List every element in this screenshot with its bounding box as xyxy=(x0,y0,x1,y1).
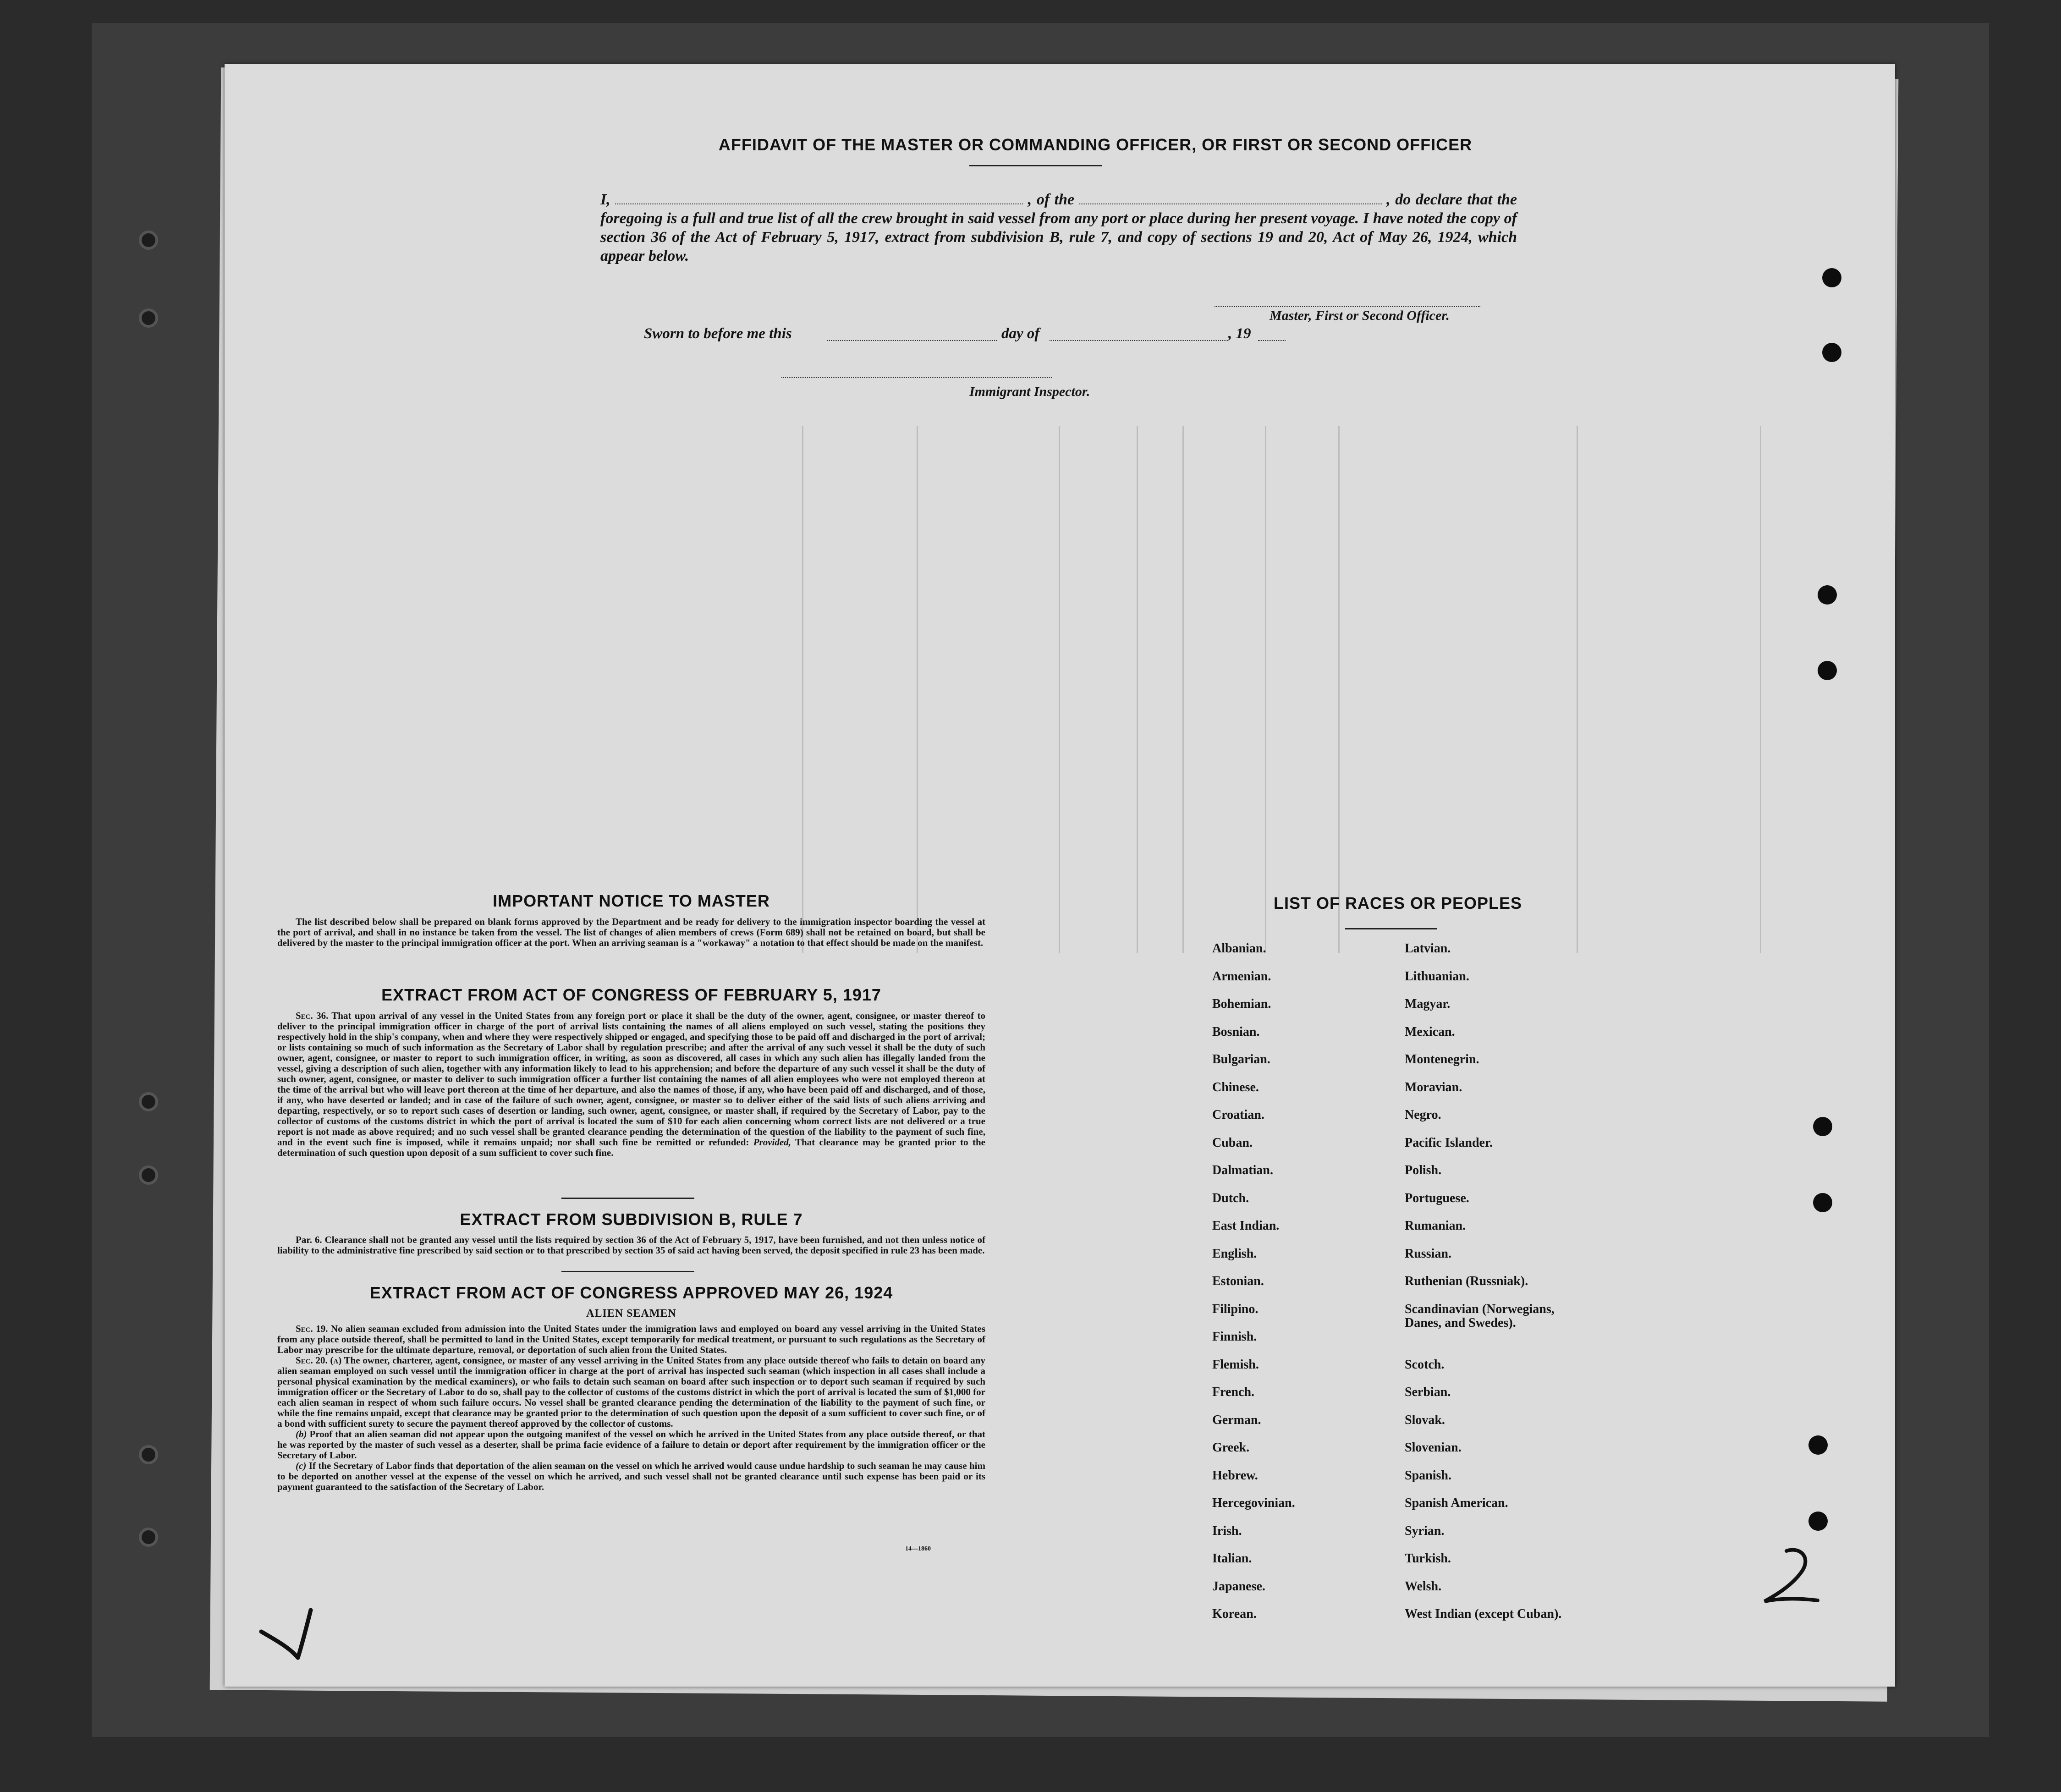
bleed-through-line xyxy=(1338,426,1340,953)
race-item: Latvian. xyxy=(1405,941,1451,956)
extract-1917-text xyxy=(277,1011,985,1158)
section-20b-text: Proof that an alien seaman did not appear upon the outgoing manifest of the vessel on which he arrived in the United States from any place outside thereof, or that he was reported by the master of such vessel as a deserter, shall be prima facie evidence of a failure to detain or deport after requirement by the immigration officer or the Secretary of Labor. xyxy=(277,1429,985,1461)
race-item: Cuban. xyxy=(1212,1135,1253,1150)
race-item: West Indian (except Cuban). xyxy=(1405,1607,1562,1621)
race-item: Pacific Islander. xyxy=(1405,1135,1493,1150)
affidavit-declare-label: , do declare xyxy=(1386,191,1462,208)
inspector-signature-line[interactable] xyxy=(781,377,1052,378)
binder-hole xyxy=(1822,268,1841,287)
race-item: Bulgarian. xyxy=(1212,1052,1270,1066)
affidavit-i-label: I, xyxy=(600,191,610,208)
affidavit-title: AFFIDAVIT OF THE MASTER OR COMMANDING OFFICER, OR FIRST OR SECOND OFFICER xyxy=(718,135,1473,154)
section-36-text-end: That clearance may be granted prior to the determination of such question upon deposit of a sum sufficient to cover such fine. xyxy=(277,1137,986,1158)
races-title: LIST OF RACES OR PEOPLES xyxy=(1273,894,1522,912)
bleed-through-line xyxy=(1137,426,1138,953)
race-item: Greek. xyxy=(1212,1440,1250,1455)
race-item: Irish. xyxy=(1212,1523,1242,1538)
race-item: Serbian. xyxy=(1405,1385,1451,1399)
race-item: Bosnian. xyxy=(1212,1024,1260,1039)
binder-hole xyxy=(139,1092,158,1111)
extract-1917-title: EXTRACT FROM ACT OF CONGRESS OF FEBRUARY 5, 1917 xyxy=(381,985,881,1004)
section-20-label: Sec. 20. (a) xyxy=(296,1355,342,1366)
section-20b-label: (b) xyxy=(296,1429,307,1440)
binder-hole xyxy=(1818,585,1837,605)
bleed-through-line xyxy=(1760,426,1761,953)
bleed-through-line xyxy=(917,426,918,953)
race-item: Filipino. xyxy=(1212,1302,1259,1316)
race-item: Flemish. xyxy=(1212,1357,1259,1372)
paragraph-6-text: Clearance shall not be granted any vessel until the lists required by section 36 of the Act of February 5, 1917, have been furnished, and not then unless notice of liability to the administrative fine prescribed by said section or to that prescribed by section 35 of said act having been served, the deposit specified in rule 23 has been made. xyxy=(277,1234,985,1256)
sworn-day-blank[interactable] xyxy=(827,340,997,341)
race-item: East Indian. xyxy=(1212,1219,1280,1233)
races-divider xyxy=(1345,928,1437,929)
paragraph-6-label: Par. 6. xyxy=(296,1234,322,1245)
binder-hole xyxy=(139,1445,158,1464)
binder-hole xyxy=(1813,1117,1832,1136)
race-item: Italian. xyxy=(1212,1551,1252,1566)
race-item: Korean. xyxy=(1212,1607,1257,1621)
notice-paragraph: The list described below shall be prepared on blank forms approved by the Department and be ready for delivery to the immigration inspector boarding the vessel at the port of arrival, and shall in no instance be taken from the vessel. The list of changes of alien members of crews (Form 689) shall not be retained on board, but shall be delivered by the master to the principal immigration officer at the port. When an arriving seaman is a "workaway" a notation to that effect should be made on the manifest. xyxy=(277,916,985,948)
race-item: Turkish. xyxy=(1405,1551,1451,1566)
sworn-label: Sworn to before me this xyxy=(644,325,792,342)
affidavit-of-the-label: , of the xyxy=(1028,191,1075,208)
races-left-column xyxy=(1212,942,1386,1635)
alien-seamen-subtitle: ALIEN SEAMEN xyxy=(586,1308,676,1319)
handwritten-page-number-right xyxy=(1751,1545,1824,1609)
race-item: Scandinavian (Norwegians, Danes, and Swedes). xyxy=(1405,1302,1555,1330)
race-item: Magyar. xyxy=(1405,997,1451,1011)
binder-hole xyxy=(139,308,158,328)
paragraph-6 xyxy=(277,1235,985,1256)
race-item: Lithuanian. xyxy=(1405,969,1469,984)
race-item: Spanish American. xyxy=(1405,1496,1508,1510)
notice-text xyxy=(277,917,985,948)
handwritten-page-number-left xyxy=(252,1606,316,1661)
binder-hole xyxy=(1808,1512,1828,1531)
race-item: Slovak. xyxy=(1405,1413,1445,1427)
master-signature-caption: Master, First or Second Officer. xyxy=(1270,308,1450,323)
section-20a-paragraph xyxy=(277,1355,985,1429)
inspector-signature-caption: Immigrant Inspector. xyxy=(969,384,1090,399)
race-item: Syrian. xyxy=(1405,1523,1445,1538)
day-of-label: day of xyxy=(1001,325,1040,342)
race-item: Scotch. xyxy=(1405,1357,1445,1372)
sworn-year-blank[interactable] xyxy=(1258,340,1286,341)
section-20b-paragraph xyxy=(277,1429,985,1461)
section-20a-text: The owner, charterer, agent, consignee, or master of any vessel arriving in the United States from any place outside thereof who fails to detain on board any alien seaman employed on such vessel until the immigration officer in charge at the port of arrival has inspected such seaman (which inspection in all cases shall include a personal physical examination by the medical examiners), or who fails to detain such seaman on board after such inspection or to deport such seaman if required by such immigration officer or the Secretary of Labor to do so, shall pay to the collector of customs of the customs district in which the port of arrival is located the sum of $1,000 for each alien seaman in respect of whom such failure occurs. No vessel shall be granted clearance pending the determination of the liability to the payment of such fine, or while the fine remains unpaid, except that clearance may be granted prior to the determination of such question upon the deposit of a sum sufficient to cover such fine, or of a bond with sufficient surety to secure the payment thereof approved by the collector of customs. xyxy=(277,1355,985,1429)
section-36-paragraph xyxy=(277,1011,985,1158)
master-signature-line[interactable] xyxy=(1215,306,1480,307)
extract-1924-title: EXTRACT FROM ACT OF CONGRESS APPROVED MAY 26, 1924 xyxy=(369,1283,893,1302)
page-number-left-text: 1 xyxy=(280,1635,282,1640)
form-number: 14—1860 xyxy=(905,1545,931,1552)
section-19-label: Sec. 19. xyxy=(296,1323,328,1334)
provided-label: Provided, xyxy=(753,1137,791,1148)
race-item: Negro. xyxy=(1405,1108,1441,1122)
section-20c-label: (c) xyxy=(296,1460,307,1471)
races-right-column xyxy=(1405,942,1602,1635)
race-item: Polish. xyxy=(1405,1163,1442,1177)
section-divider xyxy=(561,1198,694,1199)
title-divider xyxy=(969,165,1102,166)
page-number-right-text: 2 xyxy=(1783,1573,1785,1578)
race-item: Hebrew. xyxy=(1212,1468,1258,1483)
section-20c-paragraph xyxy=(277,1461,985,1492)
section-19-text: No alien seaman excluded from admission into the United States under the immigration laws and employed on board any vessel arriving in the United States from any place outside thereof, shall be permitted to land in the United States, except temporarily for medical treatment, or pursuant to such regulations as the Secretary of Labor may prescribe for the ultimate departure, removal, or deportation of such alien from the United States. xyxy=(277,1323,985,1355)
race-item: Rumanian. xyxy=(1405,1219,1466,1233)
master-name-blank[interactable] xyxy=(615,192,1023,204)
race-item: Slovenian. xyxy=(1405,1440,1462,1455)
bleed-through-line xyxy=(1265,426,1266,953)
binder-hole xyxy=(1822,343,1841,362)
race-item: Bohemian. xyxy=(1212,997,1271,1011)
binder-hole xyxy=(1818,661,1837,680)
extract-rule7-title: EXTRACT FROM SUBDIVISION B, RULE 7 xyxy=(460,1210,803,1229)
binder-hole xyxy=(1813,1193,1832,1212)
race-item: Spanish. xyxy=(1405,1468,1451,1483)
race-item: Montenegrin. xyxy=(1405,1052,1479,1066)
vessel-name-blank[interactable] xyxy=(1079,192,1382,204)
section-36-label: Sec. 36. xyxy=(296,1010,329,1021)
affidavit-body-text: that the foregoing is a full and true list of all the crew brought in said vessel from any port or place during her present voyage. I have noted the copy of section 36 of the Act of February 5, 1917, extract from subdivision B, rule 7, and copy of sections 19 and 20, Act of May 26, 1924, which appear below. xyxy=(600,191,1517,264)
race-item: Japanese. xyxy=(1212,1579,1265,1594)
race-item: Estonian. xyxy=(1212,1274,1264,1288)
race-item: Armenian. xyxy=(1212,969,1271,984)
race-item: Croatian. xyxy=(1212,1108,1264,1122)
race-item: Ruthenian (Russniak). xyxy=(1405,1274,1528,1288)
race-item: Albanian. xyxy=(1212,941,1266,956)
bleed-through-line xyxy=(802,426,803,953)
extract-rule7-text xyxy=(277,1235,985,1256)
extract-1924-text xyxy=(277,1324,985,1492)
race-item: French. xyxy=(1212,1385,1255,1399)
race-item: Portuguese. xyxy=(1405,1191,1469,1205)
binder-hole xyxy=(1808,1435,1828,1455)
race-item: Chinese. xyxy=(1212,1080,1259,1094)
affidavit-declaration xyxy=(600,190,1517,265)
notice-title: IMPORTANT NOTICE TO MASTER xyxy=(493,891,770,910)
race-item: Hercegovinian. xyxy=(1212,1496,1295,1510)
race-item: German. xyxy=(1212,1413,1261,1427)
race-item: Finnish. xyxy=(1212,1330,1257,1344)
race-item: Dalmatian. xyxy=(1212,1163,1273,1177)
binder-hole xyxy=(139,231,158,250)
section-19-paragraph xyxy=(277,1324,985,1355)
race-item: Mexican. xyxy=(1405,1024,1455,1039)
section-20c-text: If the Secretary of Labor finds that deportation of the alien seaman on the vessel on which he arrived would cause undue hardship to such seaman he may cause him to be deported on another vessel at the expense of the vessel on which he arrived, and such vessel shall not be granted clearance until such expense has been paid or its payment guaranteed to the satisfaction of the Secretary of Labor. xyxy=(277,1460,985,1492)
binder-hole xyxy=(139,1165,158,1185)
section-36-text: That upon arrival of any vessel in the United States from any foreign port or place it shall be the duty of the owner, agent, consignee, or master thereof to deliver to the principal immigration officer in charge of the port of arrival lists containing the names of all aliens employed on such vessel, stating the positions they respectively hold in the ship's company, when and where they were respectively shipped or engaged, and specifying those to be paid off and discharged in the port of arrival; or lists containing so much of such information as the Secretary of Labor shall by regulation prescribe; and after the arrival of any such vessel it shall be the duty of such owner, agent, consignee, or master to report to such immigration officer, in writing, as soon as discovered, all cases in which any such alien has illegally landed from the vessel, giving a description of such alien, together with any information likely to lead to his apprehension; and before the departure of any such vessel it shall be the duty of such owner, agent, consignee, or master to deliver to such immigration officer a further list containing the names of all alien employees who were not employed thereon at the time of the arrival but who will leave port thereon at the time of her departure, and also the names of those, if any, who have been paid off and discharged, and of those, if any, who have deserted or landed; and in case of the failure of such owner, agent, consignee, or master so to deliver either of the said lists of such aliens arriving and departing, respectively, or so to report such cases of desertion or landing, such owner, agent, consignee, or master shall, if required by the Secretary of Labor, pay to the collector of customs of the customs district in which the port of arrival is located the sum of $10 for each alien concerning whom correct lists are not delivered or a true report is not made as above required; and no such vessel shall be granted clearance pending the determination of the question of the liability to the payment of such fine, and in the event such fine is imposed, while it remains unpaid; nor shall such fine be remitted or refunded: xyxy=(277,1010,985,1148)
race-item: English. xyxy=(1212,1246,1257,1261)
year-label: , 19 xyxy=(1228,325,1251,342)
bleed-through-line xyxy=(1059,426,1060,953)
section-divider xyxy=(561,1271,694,1272)
bleed-through-line xyxy=(1577,426,1578,953)
race-item: Welsh. xyxy=(1405,1579,1442,1594)
sworn-month-blank[interactable] xyxy=(1050,340,1228,341)
binder-hole xyxy=(139,1528,158,1547)
race-item: Dutch. xyxy=(1212,1191,1249,1205)
race-item: Russian. xyxy=(1405,1246,1451,1261)
race-item: Moravian. xyxy=(1405,1080,1462,1094)
bleed-through-line xyxy=(1182,426,1184,953)
